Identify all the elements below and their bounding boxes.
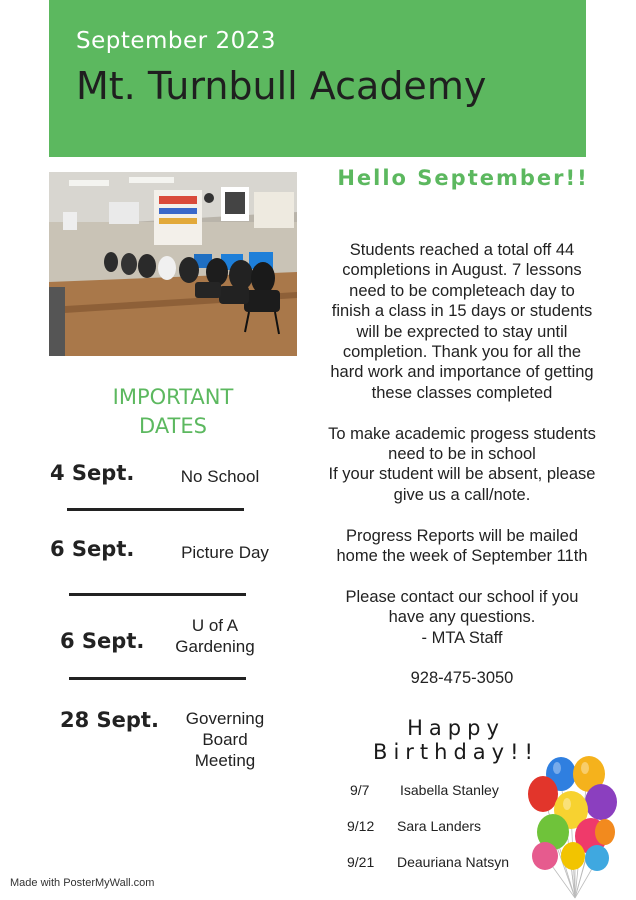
birthday-date: 9/21 [347,854,375,870]
header-banner [49,0,586,157]
event-3 [165,615,265,657]
birthday-date: 9/7 [350,782,370,798]
date-3: 6 Sept. [60,629,145,653]
event-3-line1: U of A [191,616,239,635]
classroom-photo [49,172,297,356]
poster-credit: Made with PosterMyWall.com [10,877,155,889]
paragraph-attendance: To make academic progess students need to be in school If your student will be absent, please give us a call/note. [328,424,596,504]
school-name: Mt. Turnbull Academy [76,64,487,108]
event-4-line3: Meeting [194,751,256,770]
event-4 [175,708,275,771]
event-1: No School [180,467,260,486]
date-2: 6 Sept. [50,537,135,561]
paragraph-completions: Students reached a total off 44 completions in August. 7 lessons need to be completeach day to finish a class in 15 days or students will be exprected to stay until completion. Thank you for all the hard work and importance of getting these classes completed [330,241,594,402]
birthday-heading: Happy Birthday!! [373,716,539,764]
newsletter-body [314,240,610,689]
important-dates-heading-line2: DATES [139,414,207,438]
birthday-row [347,818,481,834]
birthday-name: Deauriana Natsyn [397,854,510,870]
birthday-date: 9/12 [347,818,375,834]
birthday-name: Isabella Stanley [400,782,499,798]
birthday-row [347,854,509,870]
important-dates-heading [90,383,256,441]
divider-2 [69,593,246,596]
event-2: Picture Day [181,543,269,562]
paragraph-contact: Please contact our school if you have any questions. - MTA Staff [345,587,579,647]
issue-month: September 2023 [76,28,276,54]
divider-3 [69,677,246,680]
event-4-line2: Board [202,730,248,749]
event-4-line1: Governing [185,709,265,728]
birthday-name: Sara Landers [397,818,482,834]
important-dates-heading-line1: IMPORTANT [112,385,234,409]
divider-1 [67,508,244,511]
greeting-heading: Hello September!! [337,166,589,190]
date-4: 28 Sept. [60,708,159,732]
classroom-photo-illustration [49,172,297,356]
balloons-icon [525,752,625,900]
birthday-row [350,782,499,798]
event-3-line2: Gardening [175,637,255,656]
date-1: 4 Sept. [50,461,135,485]
paragraph-progress-reports: Progress Reports will be mailed home the week of September 11th [336,526,588,566]
phone-number: 928-475-3050 [410,669,514,688]
